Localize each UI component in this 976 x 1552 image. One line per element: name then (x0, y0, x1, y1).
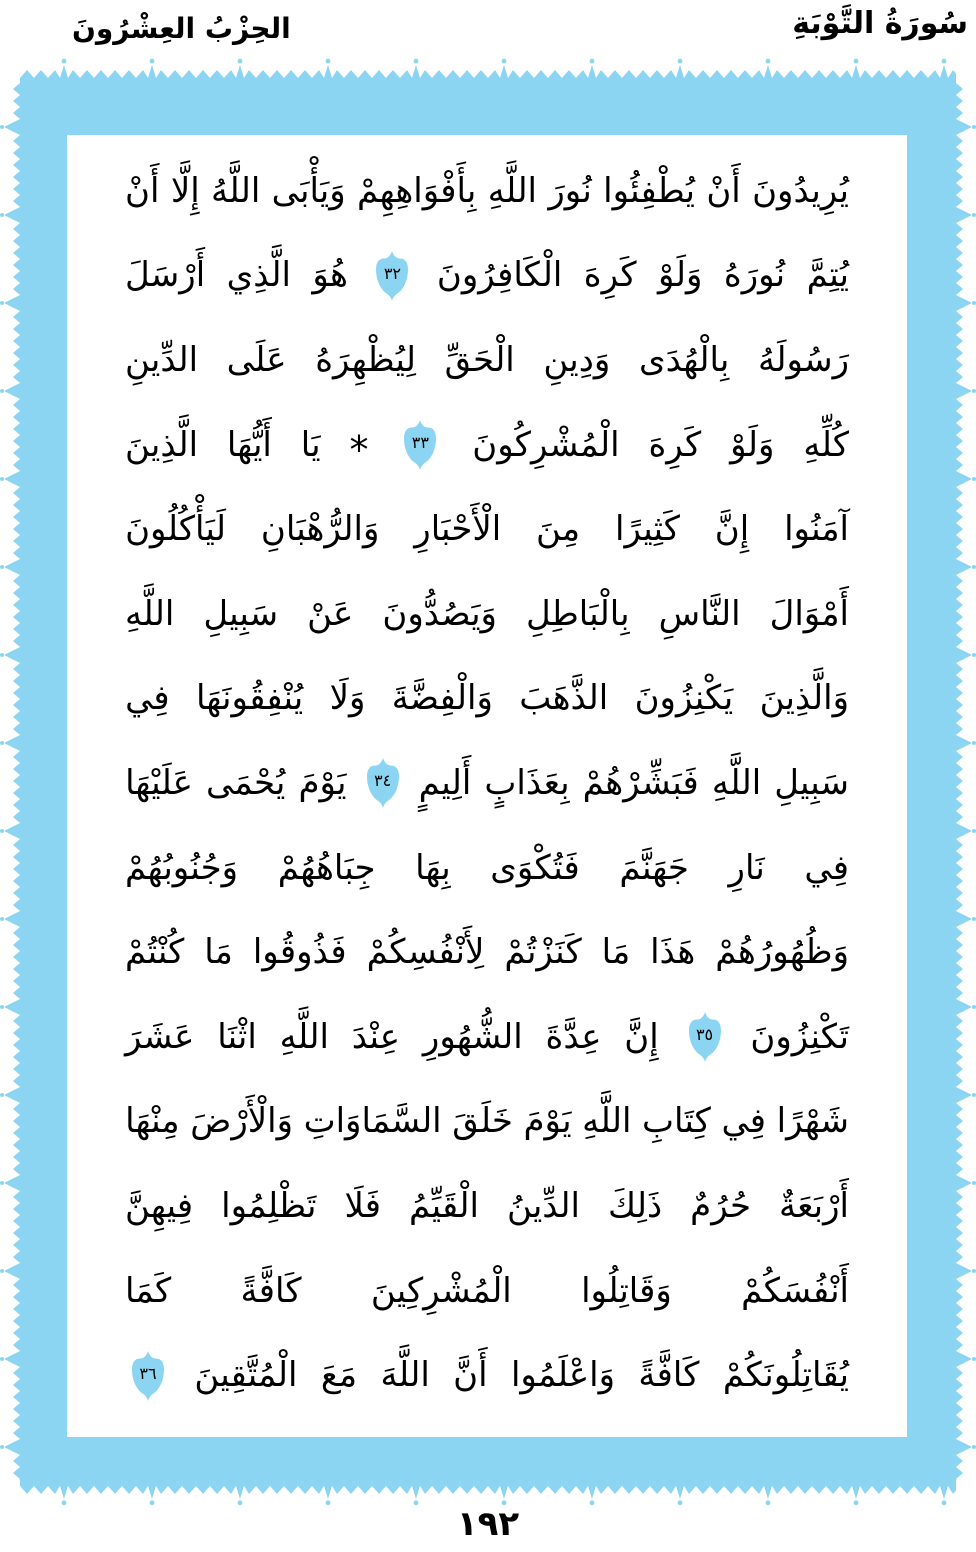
word: الْأَحْبَارِ (414, 509, 502, 550)
word: بِأَفْوَاهِهِمْ (357, 170, 477, 211)
word: وَالَّذِينَ (759, 678, 849, 719)
word: فِي (804, 847, 849, 888)
quran-line (125, 741, 849, 826)
word: الْمُشْرِكُونَ (472, 424, 620, 465)
word: خَلَقَ (452, 1101, 513, 1142)
word: أَرْسَلَ (125, 255, 206, 296)
word: آمَنُوا (784, 509, 849, 550)
word: فِيهِنَّ (125, 1186, 194, 1227)
quran-line (125, 234, 849, 319)
word: هُوَ (312, 255, 348, 296)
word: بِهَا (415, 847, 451, 888)
quran-line (125, 657, 849, 742)
word: جِبَاهُهُمْ (277, 847, 376, 888)
quran-line (125, 318, 849, 403)
rub-el-hizb-star-icon: * (349, 428, 369, 473)
word: بِعَذَابٍ (484, 763, 570, 804)
word: وَاعْلَمُوا (510, 1355, 616, 1396)
word: كَمَا (125, 1270, 172, 1311)
page-header (0, 0, 976, 58)
word: ذَلِكَ (607, 1186, 663, 1227)
word: عِدَّةَ (545, 1016, 602, 1057)
word: أَمْوَالَ (769, 593, 849, 634)
word: يَكْنِزُونَ (634, 678, 734, 719)
word: يُطْفِئُوا (603, 170, 695, 211)
word: اللَّهِ (711, 763, 762, 804)
word: الْكَافِرُونَ (436, 255, 563, 296)
word: الْقَيِّمُ (409, 1186, 479, 1227)
word: وَدِينِ (543, 340, 611, 381)
word: اللَّهَ (380, 1355, 430, 1396)
word: اللَّهِ (582, 1101, 632, 1142)
word: كَافَّةً (240, 1270, 302, 1311)
word: كَرِهَ (583, 255, 637, 296)
word: سَبِيلِ (203, 593, 279, 634)
word: أَيُّهَا (226, 424, 272, 465)
word: السَّمَاوَاتِ (303, 1101, 442, 1142)
word: فَبَشِّرْهُمْ (582, 763, 699, 804)
ayah-marker-icon (403, 418, 437, 472)
word: الدِّينِ (125, 340, 199, 381)
quran-line (125, 826, 849, 911)
word: مَعَ (320, 1355, 358, 1396)
word: كُنْتُمْ (125, 932, 185, 973)
word: حُرُمٌ (690, 1186, 751, 1227)
word: تَظْلِمُوا (221, 1186, 317, 1227)
word: وَقَاتِلُوا (581, 1270, 672, 1311)
word: إِنَّ (624, 1016, 659, 1057)
hizb-title: الحِزْبُ العِشْرُونَ (72, 12, 291, 45)
word: إِنَّ (714, 509, 750, 550)
word: وَيَأْبَى (271, 170, 346, 211)
quran-line (125, 1249, 849, 1334)
word: اللَّهِ (125, 593, 175, 634)
word: أَلِيمٍ (418, 763, 472, 804)
word: النَّاسِ (658, 593, 741, 634)
ayah-number: ٣٥ (695, 1025, 714, 1045)
quran-lines (67, 135, 907, 1437)
word: يُرِيدُونَ (752, 170, 849, 211)
word: شَهْرًا (776, 1101, 849, 1142)
surah-title: سُورَةُ التَّوْبَةِ (792, 6, 968, 41)
word: وَجُنُوبُهُمْ (125, 847, 239, 888)
word: هَذَا (650, 932, 696, 973)
word: بِالْهُدَى (638, 340, 730, 381)
word: لَيَأْكُلُونَ (125, 509, 227, 550)
word: فَلَا (344, 1186, 381, 1227)
word: عَلَيْهَا (125, 763, 193, 804)
word: نُورَ (548, 170, 592, 211)
word: كُلِّهِ (803, 424, 849, 465)
word: يُقَاتِلُونَكُمْ (722, 1355, 849, 1396)
word: عَلَى (226, 340, 287, 381)
ayah-marker-icon (366, 756, 400, 810)
word: مِنَ (536, 509, 581, 550)
word: وَظُهُورُهُمْ (715, 932, 849, 973)
word: فَذُوقُوا (252, 932, 347, 973)
word: إِلَّا (170, 170, 200, 211)
word: الذَّهَبَ (519, 678, 609, 719)
word: لِأَنْفُسِكُمْ (366, 932, 485, 973)
quran-line (125, 1333, 849, 1418)
word: أَنَّ (453, 1355, 488, 1396)
ayah-number: ٣٢ (383, 263, 402, 283)
word: أَنْ (125, 170, 160, 211)
word: عَنْ (307, 593, 354, 634)
word: وَيَصُدُّونَ (382, 593, 497, 634)
word: اللَّهِ (279, 1016, 329, 1057)
word: اللَّهِ (487, 170, 537, 211)
word: يُنْفِقُونَهَا (196, 678, 304, 719)
word: وَالرُّهْبَانِ (260, 509, 380, 550)
word: مَا (601, 932, 631, 973)
word: اثْنَا (217, 1016, 257, 1057)
quran-line (125, 403, 849, 488)
quran-line (125, 572, 849, 657)
word: يَوْمَ (298, 763, 347, 804)
ayah-marker-icon (375, 249, 409, 303)
ayah-number: ٣٣ (411, 433, 429, 453)
quran-line (125, 149, 849, 234)
word: فَتُكْوَى (490, 847, 580, 888)
word: يُحْمَى (205, 763, 286, 804)
word: لِيُظْهِرَهُ (315, 340, 416, 381)
quran-line (125, 1164, 849, 1249)
ayah-number: ٣٦ (139, 1363, 157, 1383)
word: عِنْدَ (351, 1016, 401, 1057)
page-number: ١٩٢ (456, 1504, 520, 1544)
word: وَلَوْ (658, 255, 703, 296)
word: وَلَا (329, 678, 366, 719)
ayah-number: ٣٤ (373, 771, 392, 791)
word: نَارِ (728, 847, 765, 888)
word: وَالْأَرْضَ (190, 1101, 293, 1142)
word: يَا (300, 424, 321, 465)
word: وَلَوْ (730, 424, 775, 465)
word: سَبِيلِ (774, 763, 849, 804)
word: مَا (204, 932, 233, 973)
word: الَّذِي (226, 255, 291, 296)
word: بِالْبَاطِلِ (526, 593, 630, 634)
word: عَشَرَ (125, 1016, 195, 1057)
word: كَثِيرًا (615, 509, 680, 550)
word: الدِّينُ (506, 1186, 580, 1227)
word: اللَّهُ (211, 170, 261, 211)
word: الْمُتَّقِينَ (194, 1355, 298, 1396)
word: أَنْفُسَكُمْ (741, 1270, 849, 1311)
word: كَافَّةً (638, 1355, 700, 1396)
word: رَسُولَهُ (757, 340, 849, 381)
word: مِنْهَا (125, 1101, 180, 1142)
quran-line (125, 995, 849, 1080)
ayah-marker-icon (131, 1349, 165, 1403)
quran-line (125, 1080, 849, 1165)
word: تَكْنِزُونَ (750, 1016, 849, 1057)
word: أَنْ (706, 170, 741, 211)
word: يُتِمَّ (806, 255, 849, 296)
quran-line (125, 487, 849, 572)
word: كِتَابِ (642, 1101, 711, 1142)
word: نُورَهُ (723, 255, 786, 296)
word: كَنَزْتُمْ (504, 932, 582, 973)
word: كَرِهَ (648, 424, 702, 465)
quran-line (125, 910, 849, 995)
word: جَهَنَّمَ (619, 847, 689, 888)
ayah-marker-icon (688, 1010, 722, 1064)
word: الَّذِينَ (125, 424, 199, 465)
word: فِي (125, 678, 170, 719)
word: الشُّهُورِ (422, 1016, 523, 1057)
word: الْمُشْرِكِينَ (370, 1270, 512, 1311)
word: وَالْفِضَّةَ (391, 678, 493, 719)
word: فِي (721, 1101, 767, 1142)
word: أَرْبَعَةٌ (779, 1186, 849, 1227)
word: الْحَقِّ (444, 340, 515, 381)
word: يَوْمَ (523, 1101, 572, 1142)
